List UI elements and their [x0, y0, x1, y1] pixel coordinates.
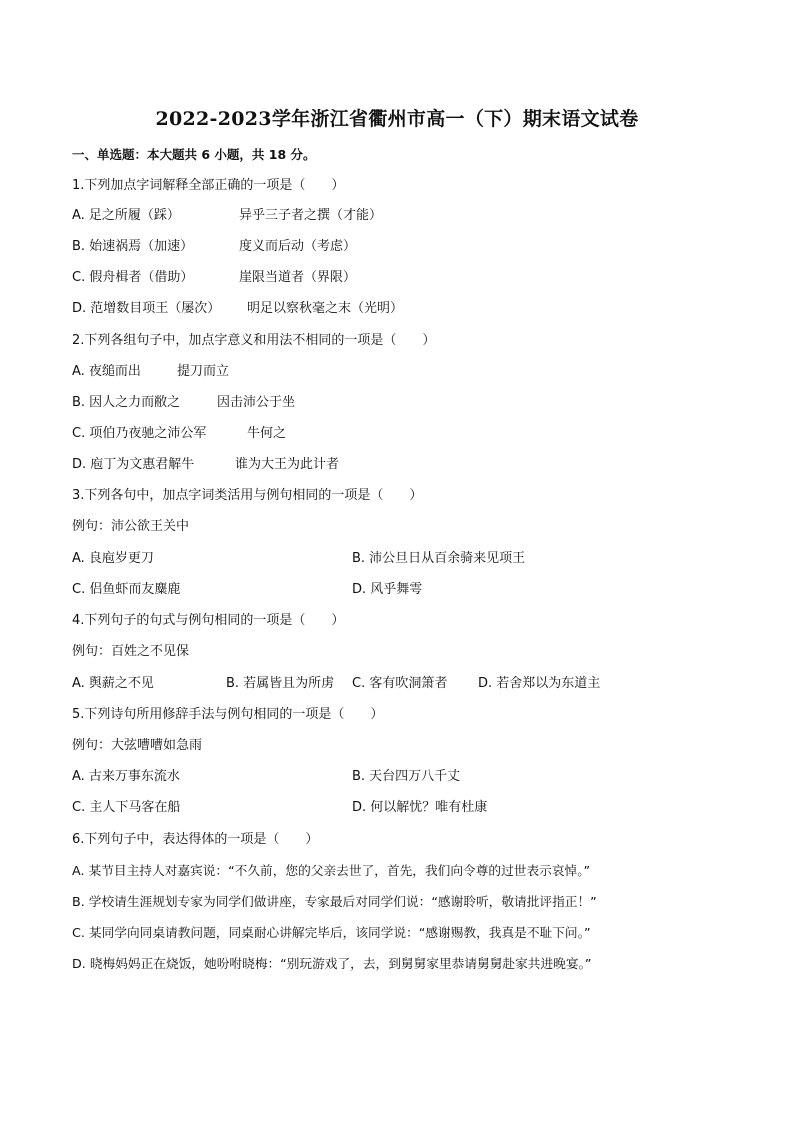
- q4-option-a: A. 舆薪之不见: [72, 676, 154, 691]
- q2-option-c: C. 项伯乃夜驰之沛公军 牛何之: [72, 426, 287, 441]
- question-1-stem: 1.下列加点字词解释全部正确的一项是（ ）: [72, 178, 345, 193]
- q5-option-a: A. 古来万事东流水: [72, 769, 180, 784]
- q1-option-c: C. 假舟楫者（借助） 崖限当道者（界限）: [72, 270, 357, 285]
- q6-option-a: A. 某节目主持人对嘉宾说：“不久前，您的父亲去世了，首先，我们向令尊的过世表示哀悼。”: [72, 863, 591, 878]
- question-2-stem: 2.下列各组句子中，加点字意义和用法不相同的一项是（ ）: [72, 333, 436, 348]
- q4-option-d: D. 若舍郑以为东道主: [478, 676, 601, 691]
- q4-example: 例句：百姓之不见保: [72, 644, 190, 659]
- question-5-stem: 5.下列诗句所用修辞手法与例句相同的一项是（ ）: [72, 707, 384, 722]
- q5-option-b: B. 天台四万八千丈: [352, 769, 461, 784]
- q3-option-b: B. 沛公旦日从百余骑来见项王: [352, 551, 526, 566]
- question-3-stem: 3.下列各句中，加点字词类活用与例句相同的一项是（ ）: [72, 488, 423, 503]
- q5-example: 例句：大弦嘈嘈如急雨: [72, 738, 203, 753]
- exam-title: 2022-2023学年浙江省衢州市高一（下）期末语文试卷: [155, 108, 639, 130]
- section-heading: 一、单选题：本大题共 6 小题，共 18 分。: [72, 147, 316, 162]
- q5-option-d: D. 何以解忧？唯有杜康: [352, 800, 488, 815]
- q6-option-d: D. 晓梅妈妈正在烧饭，她吩咐晓梅：“别玩游戏了，去，到舅舅家里恭请舅舅赴家共进晚宴。”: [72, 956, 592, 971]
- q5-option-c: C. 主人下马客在船: [72, 800, 181, 815]
- q4-option-b: B. 若属皆且为所虏: [226, 676, 335, 691]
- q1-option-a: A. 足之所履（踩） 异乎三子者之撰（才能）: [72, 208, 383, 223]
- q4-option-c: C. 客有吹洞箫者: [352, 676, 448, 691]
- question-6-stem: 6.下列句子中，表达得体的一项是（ ）: [72, 832, 319, 847]
- q3-option-a: A. 良庖岁更刀: [72, 551, 154, 566]
- q2-option-a: A. 夜缒而出 提刀而立: [72, 364, 230, 379]
- q6-option-c: C. 某同学向同桌请教问题，同桌耐心讲解完毕后，该同学说：“感谢赐教，我真是不耻下问。”: [72, 925, 591, 940]
- q3-option-d: D. 风乎舞雩: [352, 582, 423, 597]
- q3-option-c: C. 侣鱼虾而友麋鹿: [72, 582, 181, 597]
- q6-option-b: B. 学校请生涯规划专家为同学们做讲座，专家最后对同学们说：“感谢聆听，敬请批评指正！”: [72, 894, 597, 909]
- q2-option-b: B. 因人之力而敝之 因击沛公于坐: [72, 395, 296, 410]
- question-4-stem: 4.下列句子的句式与例句相同的一项是（ ）: [72, 613, 345, 628]
- q1-option-b: B. 始速祸焉（加速） 度义而后动（考虑）: [72, 239, 357, 254]
- q2-option-d: D. 庖丁为文惠君解牛 谁为大王为此计者: [72, 457, 340, 472]
- q3-example: 例句：沛公欲王关中: [72, 519, 190, 534]
- q1-option-d: D. 范增数目项王（屡次） 明足以察秋毫之末（光明）: [72, 301, 404, 316]
